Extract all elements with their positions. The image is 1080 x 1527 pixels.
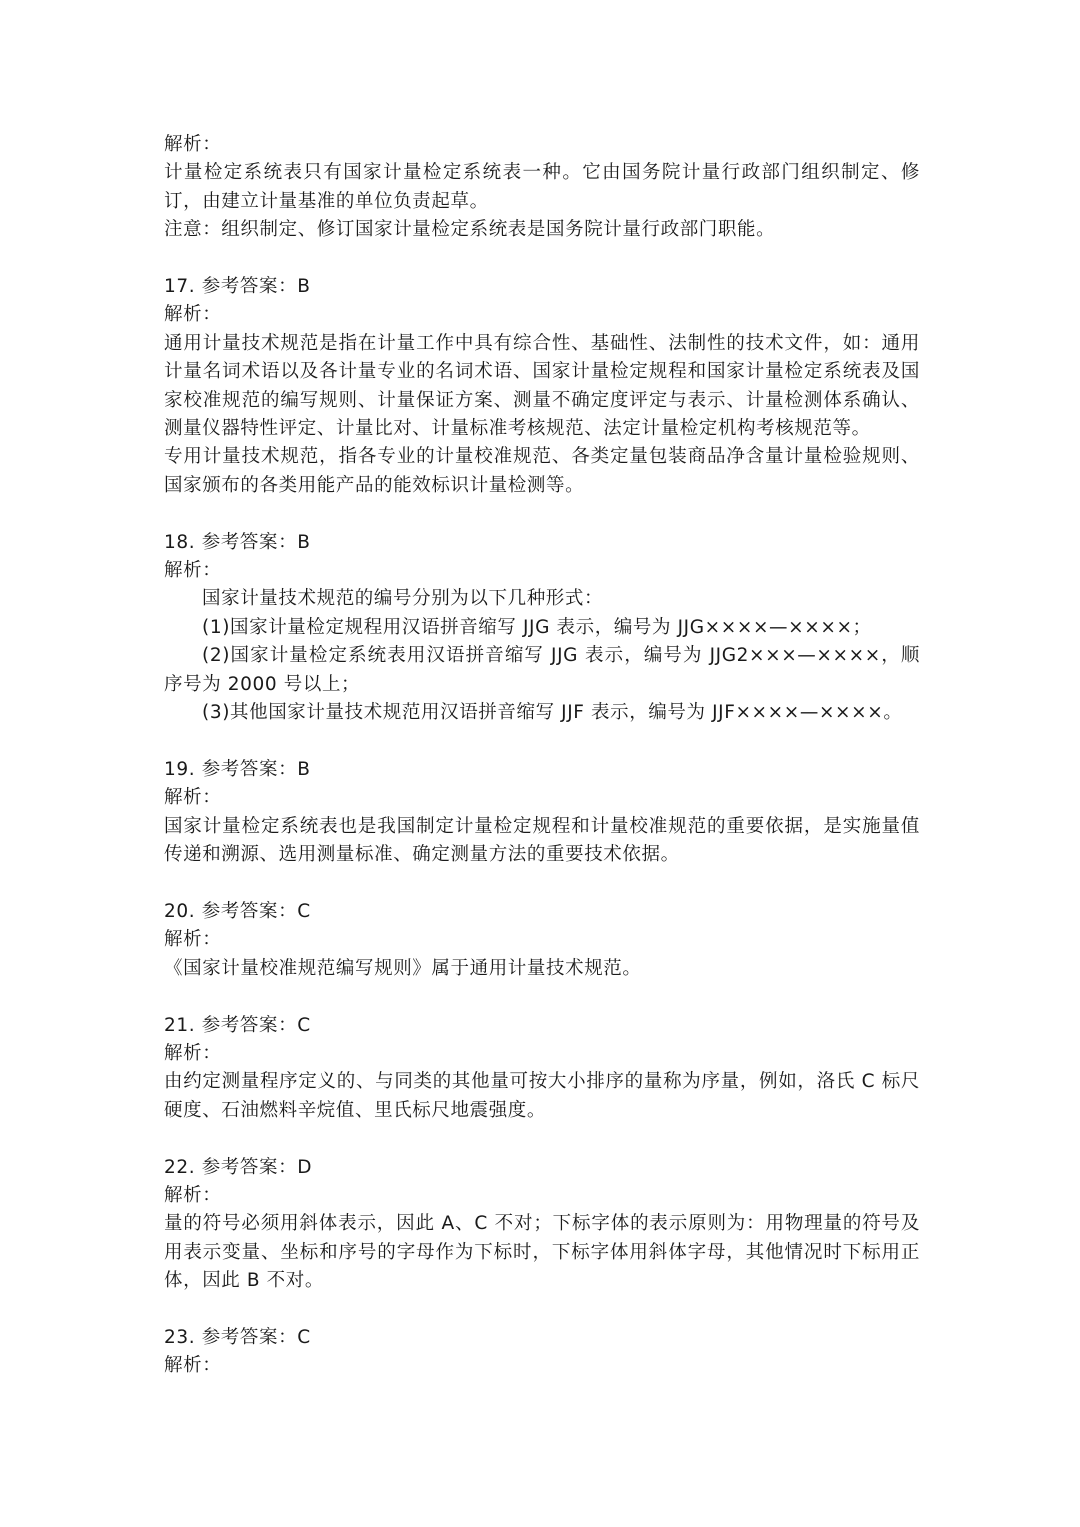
analysis-text: 量的符号必须用斜体表示，因此 A、C 不对；下标字体的表示原则为：用物理量的符号及用表示变量、坐标和序号的字母作为下标时，下标字体用斜体字母，其他情况时下标用正体，因此 B 不对。	[164, 1213, 920, 1292]
answer-section-19	[164, 756, 920, 870]
analysis-label: 解析：	[164, 787, 222, 809]
analysis-label: 解析：	[164, 134, 222, 155]
analysis-item: (1)国家计量检定规程用汉语拼音缩写 JJG 表示，编号为 JJG××××—××××；	[202, 616, 872, 638]
answer-heading: 22. 参考答案：D	[164, 1156, 313, 1178]
analysis-label: 解析：	[164, 560, 222, 582]
analysis-label: 解析：	[164, 304, 222, 326]
answer-section-18	[164, 529, 920, 728]
analysis-item: (3)其他国家计量技术规范用汉语拼音缩写 JJF 表示，编号为 JJF××××—××××。	[202, 702, 903, 724]
answer-heading: 19. 参考答案：B	[164, 758, 311, 780]
answer-section-21	[164, 1012, 920, 1126]
answer-section-23	[164, 1324, 920, 1381]
analysis-text: 国家计量检定系统表也是我国制定计量检定规程和计量校准规范的重要依据，是实施量值传递和溯源、选用测量标准、确定测量方法的重要技术依据。	[164, 815, 920, 866]
answer-heading: 23. 参考答案：C	[164, 1326, 311, 1348]
analysis-label: 解析：	[164, 1355, 222, 1377]
analysis-note: 注意：组织制定、修订国家计量检定系统表是国务院计量行政部门职能。	[164, 219, 776, 241]
analysis-label: 解析：	[164, 1184, 222, 1206]
document-body	[164, 131, 920, 1409]
answer-section-22	[164, 1154, 920, 1296]
analysis-text: 由约定测量程序定义的、与同类的其他量可按大小排序的量称为序量，例如，洛氏 C 标尺硬度、石油燃料辛烷值、里氏标尺地震强度。	[164, 1071, 920, 1121]
answer-section-20	[164, 898, 920, 983]
answer-section-16	[164, 131, 920, 245]
answer-heading: 18. 参考答案：B	[164, 531, 311, 553]
analysis-text: 计量检定系统表只有国家计量检定系统表一种。它由国务院计量行政部门组织制定、修订，由建立计量基准的单位负责起草。	[164, 162, 920, 212]
analysis-label: 解析：	[164, 929, 222, 951]
analysis-label: 解析：	[164, 1042, 222, 1064]
analysis-item: (2)国家计量检定系统表用汉语拼音缩写 JJG 表示，编号为 JJG2×××—××××，顺序号为 2000 号以上；	[164, 645, 920, 695]
answer-heading: 17. 参考答案：B	[164, 276, 311, 298]
answer-heading: 20. 参考答案：C	[164, 900, 311, 922]
answer-heading: 21. 参考答案：C	[164, 1014, 311, 1036]
analysis-text: 国家计量技术规范的编号分别为以下几种形式：	[202, 588, 604, 610]
analysis-text: 通用计量技术规范是指在计量工作中具有综合性、基础性、法制性的技术文件，如：通用计量名词术语以及各计量专业的名词术语、国家计量检定规程和国家计量检定系统表及国家校准规范的编写规则、计量保证方案、测量不确定度评定与表示、计量检测体系确认、测量仪器特性评定、计量比对、计量标准考核规范、法定计量检定机构考核规范等。	[164, 332, 920, 440]
analysis-text: 专用计量技术规范，指各专业的计量校准规范、各类定量包装商品净含量计量检验规则、国家颁布的各类用能产品的能效标识计量检测等。	[164, 446, 920, 496]
analysis-text: 《国家计量校准规范编写规则》属于通用计量技术规范。	[164, 957, 642, 979]
answer-section-17	[164, 273, 920, 500]
